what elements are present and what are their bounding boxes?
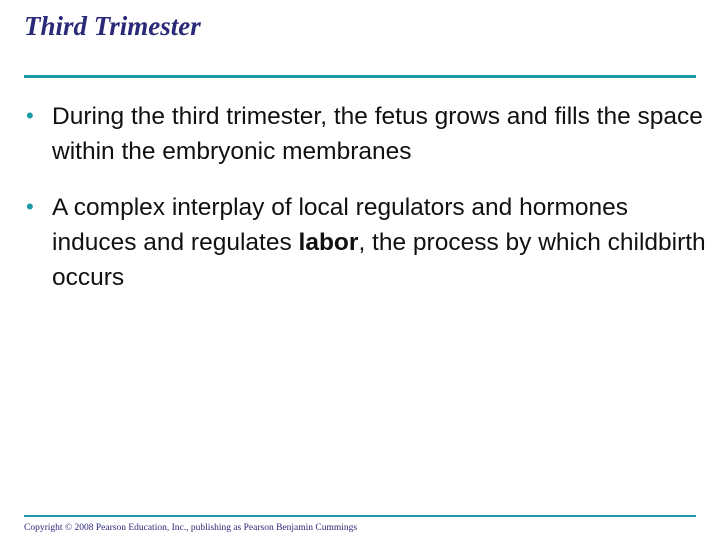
bullet-list (26, 99, 706, 316)
bullet-text: A complex interplay of local regulators and hormones induces and regulates (52, 194, 629, 256)
bullet-marker: • (26, 194, 34, 219)
footer-divider (24, 515, 696, 517)
bullet-text-end: , the process by which childbirth occurs (52, 229, 706, 291)
bullet-item-labor (26, 190, 706, 295)
bullet-item-fetus-growth (26, 99, 706, 169)
bullet-text: During the third trimester, the fetus grows and fills the space within the embryonic membranes (52, 103, 703, 165)
bullet-marker: • (26, 103, 34, 128)
copyright-notice: Copyright © 2008 Pearson Education, Inc., publishing as Pearson Benjamin Cummings (24, 523, 358, 533)
title-divider (24, 75, 696, 78)
slide-title: Third Trimester (24, 11, 201, 41)
key-term-labor: labor (298, 229, 359, 256)
